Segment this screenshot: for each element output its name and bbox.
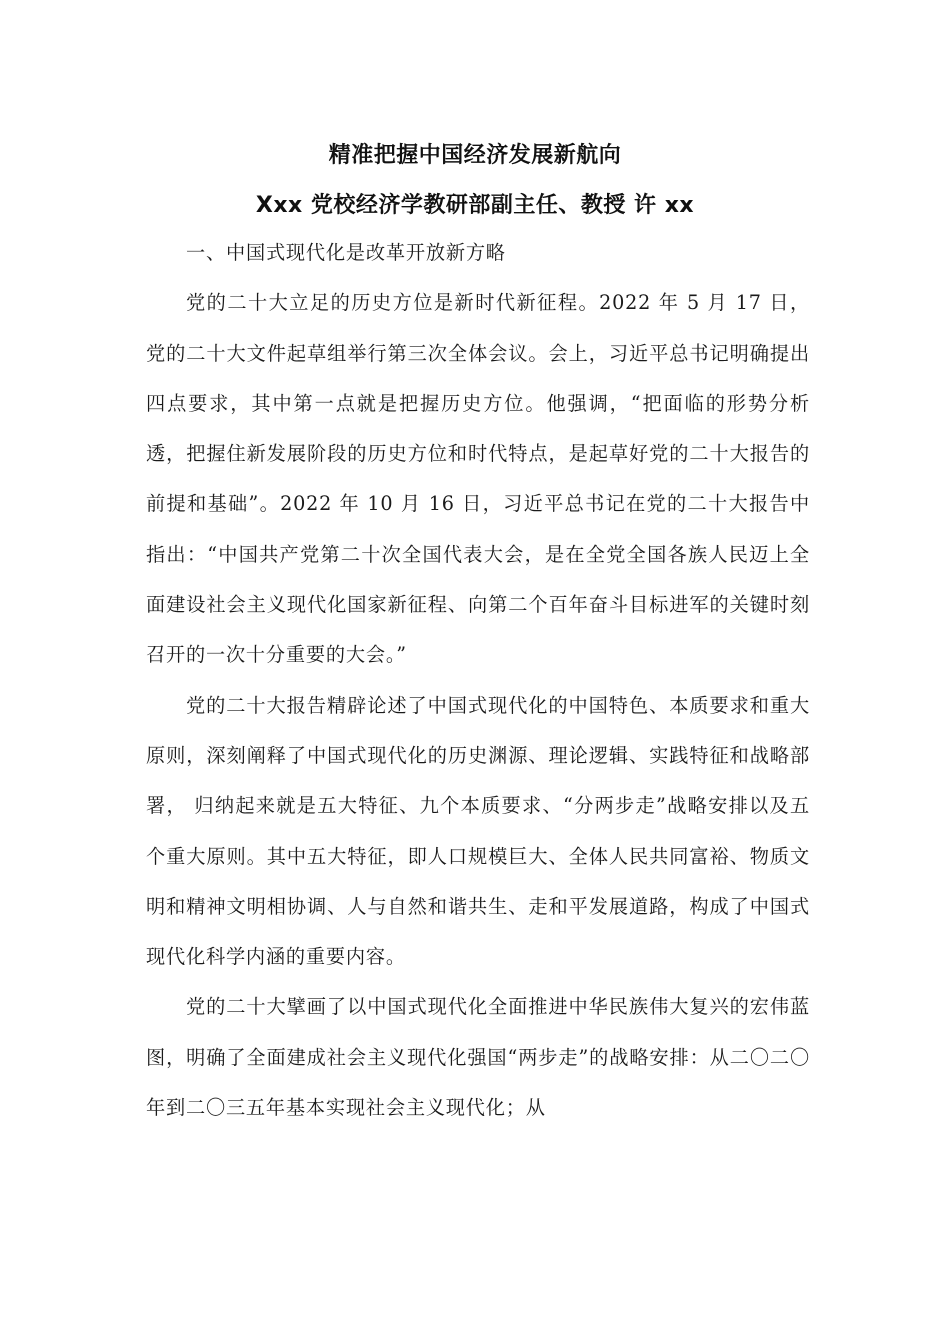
document-title: 精准把握中国经济发展新航向 [328, 143, 622, 168]
document-body [146, 228, 810, 1133]
paragraph: 党的二十大报告精辟论述了中国式现代化的中国特色、本质要求和重大原则，深刻阐释了中国式现代化的历史渊源、理论逻辑、实践特征和战略部署， 归纳起来就是五大特征、九个本质要求、“分两步走”战略安排以及五个重大原则。其中五大特征，即人口规模巨大、全体人民共同富裕、物质文明和精神文明相协调、人与自然和谐共生、走和平发展道路，构成了中国式现代化科学内涵的重要内容。 [146, 693, 810, 969]
author-line: Xxx 党校经济学教研部副主任、教授 许 xx [255, 193, 695, 218]
paragraph: 党的二十大立足的历史方位是新时代新征程。2022 年 5 月 17 日，党的二十大文件起草组举行第三次全体会议。会上，习近平总书记明确提出四点要求，其中第一点就是把握历史方位。他强调，“把面临的形势分析透，把握住新发展阶段的历史方位和时代特点，是起草好党的二十大报告的前提和基础”。2022 年 10 月 16 日，习近平总书记在党的二十大报告中指出：“中国共产党第二十次全国代表大会，是在全党全国各族人民迈上全面建设社会主义现代化国家新征程、向第二个百年奋斗目标进军的关键时刻召开的一次十分重要的大会。” [146, 291, 810, 667]
section-heading: 一、中国式现代化是改革开放新方略 [186, 241, 506, 264]
paragraph: 党的二十大擘画了以中国式现代化全面推进中华民族伟大复兴的宏伟蓝 图，明确了全面建成社会主义现代化强国“两步走”的战略安排：从二〇二〇年到二〇三五年基本实现社会主义现代化；从 [146, 995, 810, 1120]
